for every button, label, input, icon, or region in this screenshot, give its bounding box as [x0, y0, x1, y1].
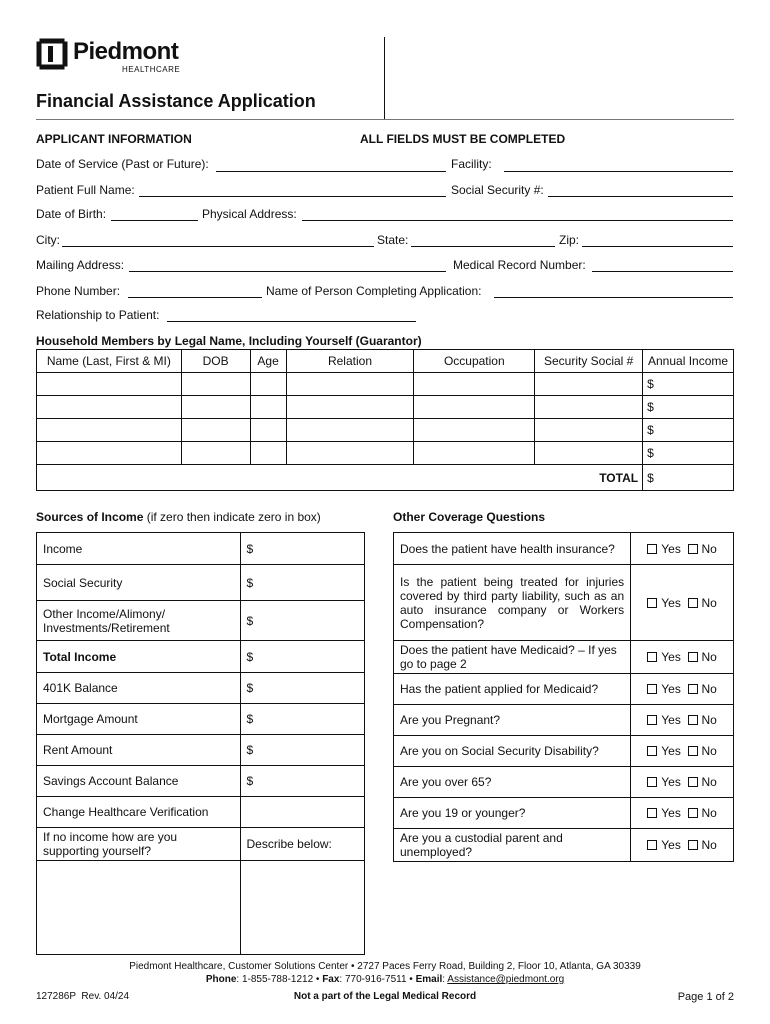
- income-row-value[interactable]: $: [240, 601, 365, 641]
- coverage-title: Other Coverage Questions: [393, 510, 546, 524]
- yes-label: Yes: [661, 775, 681, 789]
- phone-label: Phone: [205, 974, 237, 985]
- physical-address-label: Physical Address:: [202, 207, 297, 221]
- relation-cell[interactable]: [286, 373, 414, 396]
- income-row-label: Savings Account Balance: [37, 766, 241, 797]
- name-cell[interactable]: [37, 419, 182, 442]
- yes-no-options: [631, 829, 734, 862]
- mrn-label: Medical Record Number:: [453, 258, 586, 272]
- page-title: Financial Assistance Application: [36, 91, 316, 111]
- patient-name-field[interactable]: [139, 196, 446, 197]
- title-underline: [36, 119, 734, 120]
- coverage-question: Are you on Social Security Disability?: [394, 736, 631, 767]
- income-row-label: Other Income/Alimony/ Investments/Retirement: [37, 601, 241, 641]
- table-row: [37, 797, 365, 828]
- dob-cell[interactable]: [181, 373, 250, 396]
- income-cell[interactable]: $: [643, 442, 734, 465]
- coverage-question: Is the patient being treated for injuries covered by third party liability, such as an auto insurance company or Workers Compensation?: [394, 565, 631, 641]
- table-row: [37, 641, 365, 673]
- phone-field[interactable]: [128, 297, 262, 298]
- no-label: No: [701, 775, 717, 789]
- describe-area-right[interactable]: [240, 861, 365, 955]
- total-row: [37, 465, 734, 491]
- table-row: [37, 396, 734, 419]
- yes-checkbox[interactable]: [647, 808, 657, 818]
- occupation-cell[interactable]: [414, 396, 535, 419]
- col-age: Age: [250, 350, 286, 373]
- relation-cell[interactable]: [286, 419, 414, 442]
- page-number: Page 1 of 2: [677, 991, 734, 1003]
- email-label: Email: [415, 974, 443, 985]
- no-checkbox[interactable]: [688, 746, 698, 756]
- mailing-address-label: Mailing Address:: [36, 258, 125, 272]
- phone-label: Phone Number:: [36, 284, 121, 298]
- table-row: [37, 735, 365, 766]
- physical-address-field[interactable]: [302, 220, 733, 221]
- col-relation: Relation: [286, 350, 414, 373]
- income-title: [36, 510, 321, 524]
- yes-no-options: [631, 565, 734, 641]
- age-cell[interactable]: [250, 396, 286, 419]
- completer-label: Name of Person Completing Application:: [266, 284, 482, 298]
- no-checkbox[interactable]: [688, 652, 698, 662]
- logo-name: Piedmont: [73, 38, 179, 65]
- ssn-cell[interactable]: [535, 396, 643, 419]
- yes-label: Yes: [661, 650, 681, 664]
- no-checkbox[interactable]: [688, 715, 698, 725]
- table-row: [37, 373, 734, 396]
- applicant-section-label: APPLICANT INFORMATION: [36, 132, 192, 146]
- yes-checkbox[interactable]: [647, 684, 657, 694]
- income-row-value[interactable]: $: [240, 533, 365, 565]
- occupation-cell[interactable]: [414, 373, 535, 396]
- city-label: City:: [36, 233, 60, 247]
- household-table: [36, 349, 734, 491]
- yes-checkbox[interactable]: [647, 777, 657, 787]
- coverage-question: Are you Pregnant?: [394, 705, 631, 736]
- patient-name-label: Patient Full Name:: [36, 183, 135, 197]
- income-cell[interactable]: $: [643, 419, 734, 442]
- required-notice: ALL FIELDS MUST BE COMPLETED: [360, 132, 566, 146]
- income-row-label: Total Income: [37, 641, 241, 673]
- no-checkbox[interactable]: [688, 777, 698, 787]
- relation-cell[interactable]: [286, 442, 414, 465]
- coverage-question: Does the patient have health insurance?: [394, 533, 631, 565]
- col-name: Name (Last, First & MI): [37, 350, 182, 373]
- income-row-value[interactable]: $: [240, 565, 365, 601]
- yes-no-options: [631, 641, 734, 674]
- facility-label: Facility:: [451, 157, 492, 171]
- income-row-value[interactable]: $: [240, 673, 365, 704]
- no-checkbox[interactable]: [688, 598, 698, 608]
- table-row: [37, 565, 365, 601]
- facility-field[interactable]: [504, 171, 733, 172]
- col-income: Annual Income: [643, 350, 734, 373]
- no-label: No: [701, 838, 717, 852]
- occupation-cell[interactable]: [414, 442, 535, 465]
- yes-label: Yes: [661, 744, 681, 758]
- dob-label: Date of Birth:: [36, 207, 107, 221]
- name-cell[interactable]: [37, 396, 182, 419]
- table-row: [37, 673, 365, 704]
- table-row: [37, 828, 365, 861]
- household-header-row: [37, 350, 734, 373]
- logo: [36, 38, 196, 78]
- no-checkbox[interactable]: [688, 840, 698, 850]
- state-label: State:: [377, 233, 409, 247]
- ssn-cell[interactable]: [535, 373, 643, 396]
- no-checkbox[interactable]: [688, 808, 698, 818]
- zip-field[interactable]: [582, 246, 733, 247]
- income-row-label: 401K Balance: [37, 673, 241, 704]
- yes-no-options: [631, 736, 734, 767]
- yes-checkbox[interactable]: [647, 598, 657, 608]
- fax-value: : 770-916-7511 •: [339, 974, 416, 985]
- table-row: [37, 442, 734, 465]
- no-checkbox[interactable]: [688, 544, 698, 554]
- no-label: No: [701, 650, 717, 664]
- table-row: [37, 419, 734, 442]
- relationship-field[interactable]: [167, 321, 416, 322]
- logo-subtitle: HEALTHCARE: [122, 65, 181, 74]
- coverage-table: [393, 532, 734, 862]
- table-row: [394, 736, 734, 767]
- dob-field[interactable]: [111, 220, 198, 221]
- table-row: [394, 641, 734, 674]
- date-of-service-field[interactable]: [216, 171, 446, 172]
- income-cell[interactable]: $: [643, 373, 734, 396]
- income-row-value[interactable]: $: [240, 641, 365, 673]
- income-cell[interactable]: $: [643, 396, 734, 419]
- no-label: No: [701, 744, 717, 758]
- income-row-value[interactable]: $: [240, 766, 365, 797]
- mrn-field[interactable]: [592, 271, 733, 272]
- table-row: [37, 533, 365, 565]
- total-income-cell[interactable]: $: [643, 465, 734, 491]
- email-link[interactable]: Assistance@piedmont.org: [447, 974, 565, 985]
- income-row-value[interactable]: $: [240, 704, 365, 735]
- phone-value: : 1-855-788-1212 •: [236, 974, 323, 985]
- dob-cell[interactable]: [181, 442, 250, 465]
- table-row: [394, 565, 734, 641]
- table-row: [37, 704, 365, 735]
- yes-checkbox[interactable]: [647, 715, 657, 725]
- no-label: No: [701, 541, 717, 556]
- header-divider: [384, 37, 385, 119]
- age-cell[interactable]: [250, 442, 286, 465]
- completer-field[interactable]: [494, 297, 733, 298]
- yes-label: Yes: [661, 682, 681, 696]
- table-row: [394, 533, 734, 565]
- dob-cell[interactable]: [181, 396, 250, 419]
- yes-label: Yes: [661, 806, 681, 820]
- no-label: No: [701, 806, 717, 820]
- yes-label: Yes: [661, 713, 681, 727]
- yes-no-options: [631, 533, 734, 565]
- dob-cell[interactable]: [181, 419, 250, 442]
- yes-checkbox[interactable]: [647, 652, 657, 662]
- table-row: [394, 767, 734, 798]
- yes-checkbox[interactable]: [647, 544, 657, 554]
- coverage-question: Are you over 65?: [394, 767, 631, 798]
- occupation-cell[interactable]: [414, 419, 535, 442]
- footer-address: Piedmont Healthcare, Customer Solutions Center • 2727 Paces Ferry Road, Building 2, Floor 10, Atlanta, GA 30339: [129, 961, 641, 972]
- describe-area-left[interactable]: [37, 861, 241, 955]
- yes-checkbox[interactable]: [647, 840, 657, 850]
- name-cell[interactable]: [37, 442, 182, 465]
- relationship-label: Relationship to Patient:: [36, 308, 160, 322]
- name-cell[interactable]: [37, 373, 182, 396]
- ssn-field[interactable]: [548, 196, 733, 197]
- fax-label: Fax: [322, 974, 340, 985]
- yes-label: Yes: [661, 838, 681, 852]
- yes-no-options: [631, 674, 734, 705]
- income-row-label: Mortgage Amount: [37, 704, 241, 735]
- income-row-label: Rent Amount: [37, 735, 241, 766]
- table-row: [394, 674, 734, 705]
- income-title-note: (if zero then indicate zero in box): [146, 510, 321, 524]
- household-title: Household Members by Legal Name, Including Yourself (Guarantor): [36, 334, 422, 348]
- no-label: No: [701, 595, 717, 610]
- form-id: 127286P Rev. 04/24: [36, 991, 130, 1002]
- table-row: [394, 829, 734, 862]
- yes-label: Yes: [661, 595, 681, 610]
- no-label: No: [701, 682, 717, 696]
- no-income-label: If no income how are you supporting yourself?: [37, 828, 241, 861]
- change-verification-value[interactable]: [240, 797, 365, 828]
- yes-checkbox[interactable]: [647, 746, 657, 756]
- ssn-cell[interactable]: [535, 419, 643, 442]
- age-cell[interactable]: [250, 373, 286, 396]
- coverage-question: Does the patient have Medicaid? – If yes go to page 2: [394, 641, 631, 674]
- income-row-value[interactable]: $: [240, 735, 365, 766]
- describe-label: Describe below:: [240, 828, 365, 861]
- income-row-label: Income: [37, 533, 241, 565]
- describe-area-row: [37, 861, 365, 955]
- ssn-label: Social Security #:: [451, 183, 544, 197]
- table-row: [37, 766, 365, 797]
- relation-cell[interactable]: [286, 396, 414, 419]
- state-field[interactable]: [411, 246, 555, 247]
- coverage-question: Are you a custodial parent and unemployed?: [394, 829, 631, 862]
- coverage-question: Are you 19 or younger?: [394, 798, 631, 829]
- change-verification-label: Change Healthcare Verification: [37, 797, 241, 828]
- table-row: [394, 798, 734, 829]
- zip-label: Zip:: [559, 233, 580, 247]
- income-row-label: Social Security: [37, 565, 241, 601]
- col-occupation: Occupation: [414, 350, 535, 373]
- col-dob: DOB: [181, 350, 250, 373]
- table-row: [394, 705, 734, 736]
- no-label: No: [701, 713, 717, 727]
- city-field[interactable]: [62, 246, 374, 247]
- ssn-cell[interactable]: [535, 442, 643, 465]
- legal-notice: Not a part of the Legal Medical Record: [293, 991, 477, 1002]
- col-ssn: Security Social #: [535, 350, 643, 373]
- date-of-service-label: Date of Service (Past or Future):: [36, 157, 209, 171]
- coverage-question: Has the patient applied for Medicaid?: [394, 674, 631, 705]
- income-table: [36, 532, 365, 955]
- footer-contact: Phone: 1-855-788-1212 • Fax: 770-916-7511 • Email: Assistance@piedmont.org: [205, 974, 565, 985]
- yes-no-options: [631, 798, 734, 829]
- income-title-text: Sources of Income: [36, 510, 144, 524]
- mailing-address-field[interactable]: [129, 271, 446, 272]
- yes-no-options: [631, 705, 734, 736]
- yes-no-options: [631, 767, 734, 798]
- age-cell[interactable]: [250, 419, 286, 442]
- total-label: TOTAL: [37, 465, 643, 491]
- table-row: [37, 601, 365, 641]
- yes-label: Yes: [661, 541, 681, 556]
- no-checkbox[interactable]: [688, 684, 698, 694]
- piedmont-logo-icon: [36, 38, 68, 70]
